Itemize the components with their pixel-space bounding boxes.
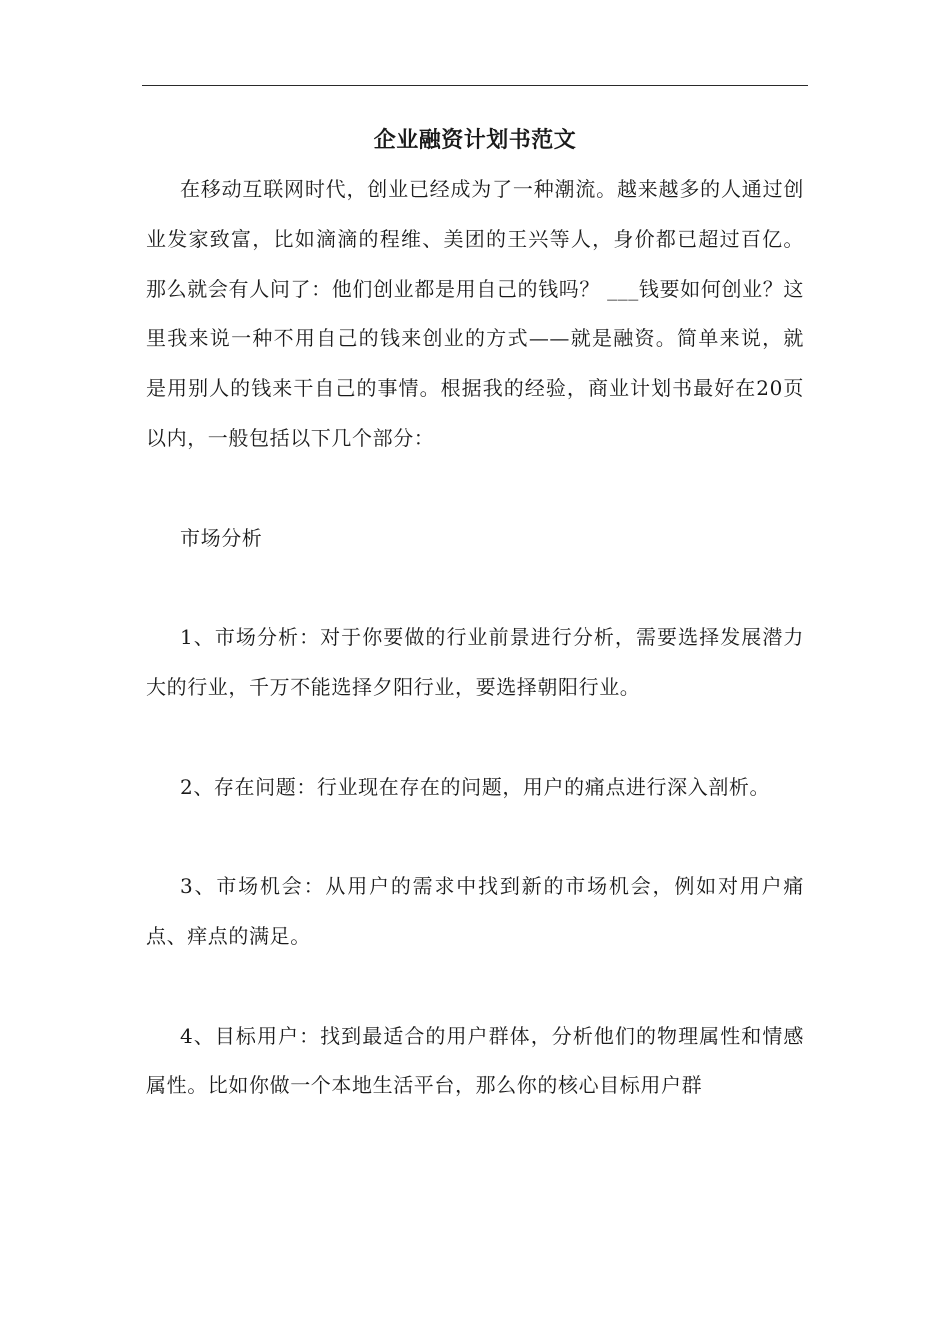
list-item-market-opportunity: 3、市场机会：从用户的需求中找到新的市场机会，例如对用户痛点、痒点的满足。: [146, 874, 804, 948]
list-item-target-users: 4、目标用户：找到最适合的用户群体，分析他们的物理属性和情感属性。比如你做一个本地生活平台，那么你的核心目标用户群: [146, 1023, 804, 1098]
intro-paragraph: 在移动互联网时代，创业已经成为了一种潮流。越来越多的人通过创业发家致富，比如滴滴的程维、美团的王兴等人，身价都已超过百亿。那么就会有人问了：他们创业都是用自己的钱吗？ ___钱要如何创业？这里我来说一种不用自己的钱来创业的方式——就是融资。简单来说，就是用别人的钱来干自己的事情。根据我的经验，商业计划书最好在20页以内，一般包括以下几个部分：: [146, 177, 804, 450]
section-heading-market-analysis: 市场分析: [180, 525, 263, 550]
list-item-market-analysis: 1、市场分析：对于你要做的行业前景进行分析，需要选择发展潜力大的行业，千万不能选择夕阳行业，要选择朝阳行业。: [146, 625, 804, 699]
document-body: [146, 165, 804, 1111]
header-rule: [142, 85, 808, 86]
list-item-existing-problems: 2、存在问题：行业现在存在的问题，用户的痛点进行深入剖析。: [180, 774, 771, 799]
document-title: 企业融资计划书范文: [373, 127, 577, 153]
